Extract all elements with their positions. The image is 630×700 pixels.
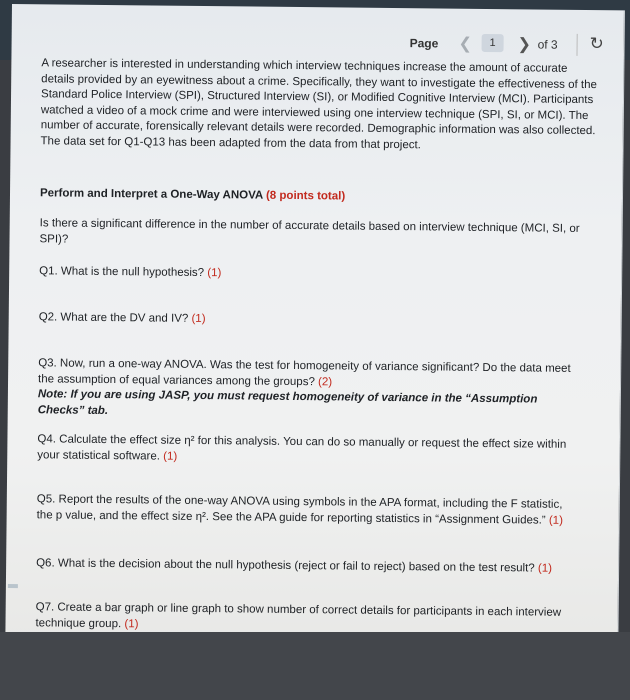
refresh-icon[interactable]: ↻ bbox=[589, 34, 604, 54]
question-text: Q3. Now, run a one-way ANOVA. Was the test for homogeneity of variance significant? Do the data meet the assumption of equal variances among the groups? bbox=[38, 357, 571, 388]
question-points: (1) bbox=[163, 450, 178, 463]
question-5 bbox=[37, 492, 577, 529]
page-label: Page bbox=[409, 36, 439, 51]
question-points: (1) bbox=[207, 267, 222, 280]
question-text: Q5. Report the results of the one-way ANOVA using symbols in the APA format, including the F statistic, the p value, and the effect size η². See the APA guide for reporting statistics in “Assignment Guides.” bbox=[36, 493, 563, 527]
section-title-text: Perform and Interpret a One-Way ANOVA bbox=[39, 187, 263, 202]
section-points: (8 points total) bbox=[265, 189, 346, 203]
chevron-left-icon[interactable]: ❮ bbox=[458, 35, 473, 53]
question-4 bbox=[37, 432, 577, 469]
question-text: Q4. Calculate the effect size η² for this analysis. You can do so manually or request the effect size within your statistical software. bbox=[37, 433, 567, 463]
page-number-input[interactable]: 1 bbox=[482, 34, 504, 52]
document-body bbox=[35, 56, 601, 630]
question-points: (1) bbox=[124, 617, 139, 630]
chevron-right-icon[interactable]: ❯ bbox=[517, 36, 532, 54]
section-title bbox=[40, 186, 345, 205]
question-points: (1) bbox=[548, 514, 564, 527]
question-points: (2) bbox=[318, 375, 333, 388]
question-points: (1) bbox=[191, 312, 206, 326]
margin-mark bbox=[8, 584, 18, 588]
question-text: Q7. Create a bar graph or line graph to show number of correct details for participants in each interview technique group. bbox=[35, 601, 562, 630]
question-points: (1) bbox=[537, 562, 553, 575]
background-bottom bbox=[0, 632, 630, 700]
question-note: Note: If you are using JASP, you must request homogeneity of variance in the “Assumption Checks” tab. bbox=[37, 388, 538, 417]
question-text: Q6. What is the decision about the null hypothesis (reject or fail to reject) based on the test result? bbox=[36, 557, 535, 575]
lead-question: Is there a significant difference in the number of accurate details based on interview technique (MCI, SI, or SPI)? bbox=[39, 217, 580, 246]
question-6 bbox=[36, 556, 576, 577]
question-text: Q1. What is the null hypothesis? bbox=[39, 265, 205, 280]
page-count: of 3 bbox=[537, 37, 558, 52]
question-2 bbox=[39, 310, 579, 331]
question-1 bbox=[39, 264, 579, 285]
document-page bbox=[5, 4, 625, 650]
question-text: Q2. What are the DV and IV? bbox=[38, 311, 189, 325]
question-3 bbox=[38, 356, 579, 424]
toolbar-divider bbox=[576, 34, 577, 56]
intro-paragraph: A researcher is interested in understanding which interview techniques increase the amount of accurate details provided by an eyewitness about a crime. Specifically, they want to investigate the effectiveness of the Standard Police Interview (SPI), Structured Interview (SI), or Modified Cognitive Interview (MCI). Participants watched a video of a mock crime and were interviewed using one interview technique (SPI, SI, or MCI). The number of accurate, forensically relevant details were recorded. Demographic information was also collected. The data set for Q1-Q13 has been adapted from the data from that project. bbox=[40, 57, 597, 151]
